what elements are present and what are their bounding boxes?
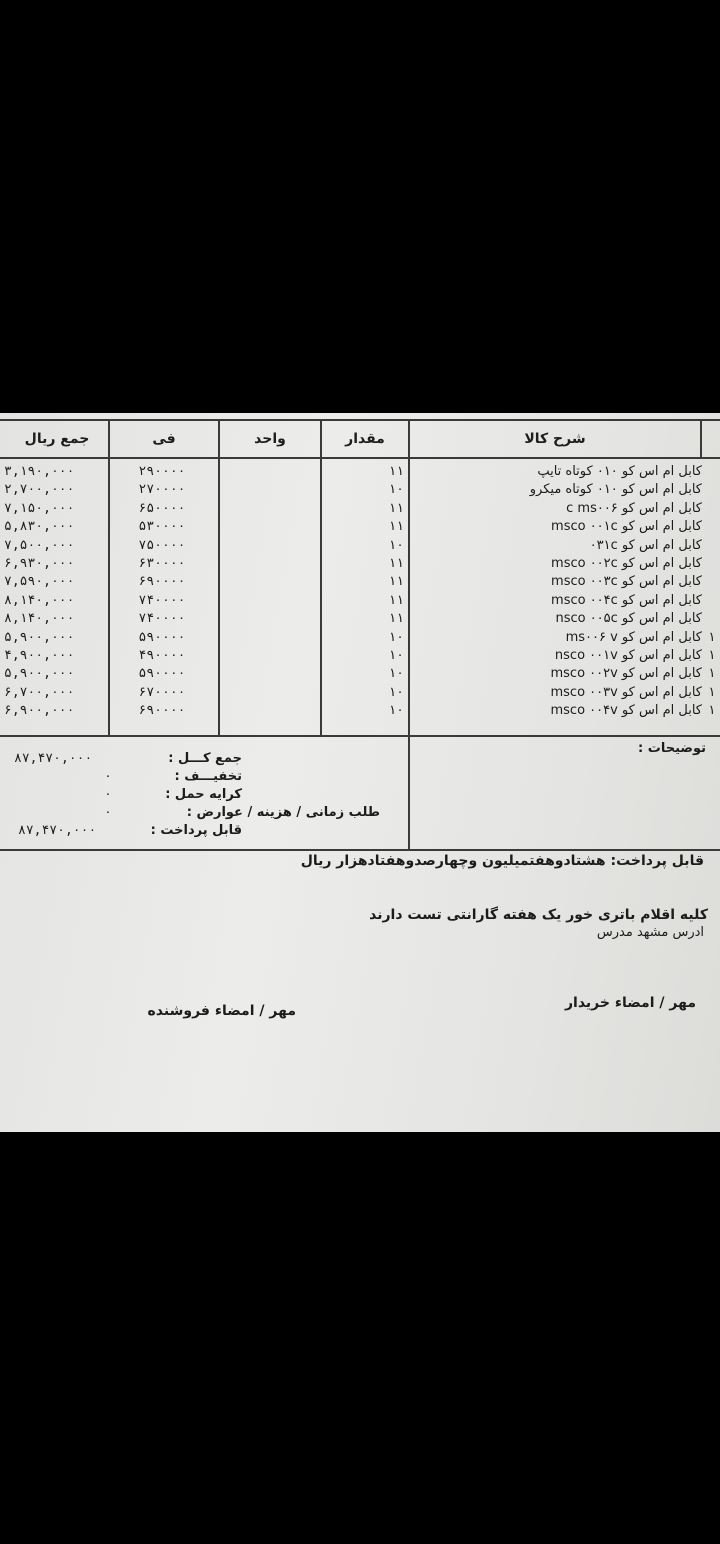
header-price: فی (152, 431, 176, 447)
address: ادرس مشهد مدرس (596, 925, 704, 940)
item-unit (222, 592, 318, 610)
row-index (706, 610, 718, 628)
item-price: ۶۵۰۰۰۰ (138, 500, 186, 516)
item-total: ۷,۵۹۰,۰۰۰ (4, 574, 75, 590)
warranty-note: کلیه اقلام باتری خور یک هفته گارانتی تست دارند (369, 907, 708, 923)
notes-label: توضیحات : (638, 741, 706, 756)
item-description: کابل ام اس کو nsco ۰۰۱v (554, 648, 702, 663)
payable-label: قابل پرداخت : (150, 823, 242, 838)
item-quantity: ۱۱ (388, 500, 404, 516)
row-index (706, 518, 718, 536)
shipping-label: کرایه حمل : (165, 787, 242, 802)
item-total: ۸,۱۴۰,۰۰۰ (4, 611, 75, 627)
item-description: کابل ام اس کو ms۰۰۶ v (565, 629, 702, 645)
grand-total-label: جمع کـــل : (168, 751, 242, 766)
row-index: ۱ (708, 666, 716, 682)
table-row (0, 629, 720, 647)
extra-costs-value: ۰ (104, 805, 112, 820)
item-price: ۲۹۰۰۰۰ (138, 464, 186, 479)
item-total: ۶,۹۳۰,۰۰۰ (4, 556, 75, 571)
item-quantity: ۱۰ (388, 482, 404, 498)
item-price: ۶۷۰۰۰۰ (138, 684, 186, 700)
row-index: ۱ (708, 684, 716, 700)
item-unit (222, 481, 318, 499)
header-unit: واحد (254, 431, 286, 447)
table-row (0, 555, 720, 573)
table-row (0, 500, 720, 518)
item-unit (222, 610, 318, 628)
col-divider-index (700, 419, 702, 457)
item-price: ۶۳۰۰۰۰ (138, 556, 186, 571)
item-description: کابل ام اس کو msco ۰۰۳c (551, 574, 702, 590)
item-quantity: ۱۰ (388, 703, 404, 719)
row-index: ۱ (708, 629, 716, 645)
item-quantity: ۱۱ (388, 519, 404, 535)
row-index: ۱ (708, 648, 716, 663)
row-index (706, 481, 718, 499)
item-total: ۵,۹۰۰,۰۰۰ (4, 666, 75, 682)
table-row (0, 463, 720, 481)
table-row (0, 573, 720, 591)
item-quantity: ۱۱ (388, 574, 404, 590)
item-quantity: ۱۰ (388, 666, 404, 682)
header-total: جمع ریال (24, 431, 90, 447)
header-description: شرح کالا (524, 431, 586, 447)
item-description: کابل ام اس کو msco ۰۰۴c (551, 592, 702, 608)
item-description: کابل ام اس کو ۰۱۰ کوتاه میکرو (529, 482, 702, 498)
item-total: ۳,۱۹۰,۰۰۰ (4, 464, 75, 479)
item-total: ۷,۱۵۰,۰۰۰ (4, 500, 75, 516)
table-row (0, 665, 720, 683)
item-description: کابل ام اس کو ۰۳۱c (589, 537, 702, 553)
item-price: ۷۴۰۰۰۰ (138, 611, 186, 627)
item-price: ۶۹۰۰۰۰ (138, 703, 186, 719)
item-description: کابل ام اس کو msco ۰۰۲c (551, 556, 702, 571)
grand-total-value: ۸۷,۴۷۰,۰۰۰ (14, 751, 93, 766)
item-price: ۶۹۰۰۰۰ (138, 574, 186, 590)
item-quantity: ۱۱ (388, 464, 404, 479)
item-price: ۷۴۰۰۰۰ (138, 592, 186, 608)
item-total: ۴,۹۰۰,۰۰۰ (4, 648, 75, 663)
payable-in-words: قابل پرداخت: هشتادوهفتمیلیون وچهارصدوهفتادهزار ریال (300, 853, 704, 869)
item-price: ۲۷۰۰۰۰ (138, 482, 186, 498)
row-index (706, 537, 718, 555)
item-description: کابل ام اس کو c ms۰۰۶ (566, 500, 702, 516)
row-index (706, 555, 718, 573)
item-quantity: ۱۰ (388, 537, 404, 553)
item-description: کابل ام اس کو nsco ۰۰۵c (555, 611, 702, 627)
table-row (0, 702, 720, 720)
table-row (0, 518, 720, 536)
item-unit (222, 555, 318, 573)
item-description: کابل ام اس کو msco ۰۰۲v (550, 666, 702, 682)
item-description: کابل ام اس کو msco ۰۰۴v (550, 703, 702, 719)
item-unit (222, 665, 318, 683)
discount-label: تخفیـــف : (174, 769, 242, 784)
item-total: ۲,۷۰۰,۰۰۰ (4, 482, 75, 498)
item-price: ۵۳۰۰۰۰ (138, 519, 186, 535)
seller-signature: مهر / امضاء فروشنده (147, 1003, 296, 1019)
item-price: ۷۵۰۰۰۰ (138, 537, 186, 553)
row-index (706, 463, 718, 481)
row-index (706, 573, 718, 591)
discount-value: ۰ (104, 769, 112, 784)
table-row (0, 481, 720, 499)
item-quantity: ۱۱ (388, 556, 404, 571)
item-total: ۵,۹۰۰,۰۰۰ (4, 629, 75, 645)
item-unit (222, 518, 318, 536)
invoice-paper (0, 413, 720, 1132)
item-description: کابل ام اس کو ۰۱۰ کوتاه تایپ (537, 464, 702, 479)
item-total: ۷,۵۰۰,۰۰۰ (4, 537, 75, 553)
item-quantity: ۱۰ (388, 684, 404, 700)
item-quantity: ۱۰ (388, 648, 404, 663)
item-price: ۵۹۰۰۰۰ (138, 666, 186, 682)
item-unit (222, 573, 318, 591)
item-unit (222, 463, 318, 481)
extra-costs-label: طلب زمانی / هزینه / عوارض : (186, 805, 380, 820)
table-row (0, 610, 720, 628)
shipping-value: ۰ (104, 787, 112, 802)
item-quantity: ۱۰ (388, 629, 404, 645)
item-total: ۶,۹۰۰,۰۰۰ (4, 703, 75, 719)
row-index: ۱ (708, 703, 716, 719)
summary-bottom-border (0, 849, 720, 851)
table-row (0, 537, 720, 555)
item-unit (222, 647, 318, 665)
row-index (706, 592, 718, 610)
buyer-signature: مهر / امضاء خریدار (564, 995, 696, 1011)
item-unit (222, 702, 318, 720)
table-row (0, 647, 720, 665)
item-total: ۶,۷۰۰,۰۰۰ (4, 684, 75, 700)
item-quantity: ۱۱ (388, 592, 404, 608)
table-row (0, 592, 720, 610)
item-total: ۸,۱۴۰,۰۰۰ (4, 592, 75, 608)
item-description: کابل ام اس کو msco ۰۰۱c (551, 519, 702, 535)
row-index (706, 500, 718, 518)
item-unit (222, 537, 318, 555)
item-price: ۴۹۰۰۰۰ (138, 648, 186, 663)
header-quantity: مقدار (345, 431, 385, 447)
table-row (0, 684, 720, 702)
payable-value: ۸۷,۴۷۰,۰۰۰ (18, 823, 97, 838)
item-unit (222, 684, 318, 702)
item-description: کابل ام اس کو msco ۰۰۳v (550, 684, 702, 700)
item-price: ۵۹۰۰۰۰ (138, 629, 186, 645)
item-quantity: ۱۱ (388, 611, 404, 627)
item-total: ۵,۸۳۰,۰۰۰ (4, 519, 75, 535)
item-unit (222, 629, 318, 647)
item-unit (222, 500, 318, 518)
